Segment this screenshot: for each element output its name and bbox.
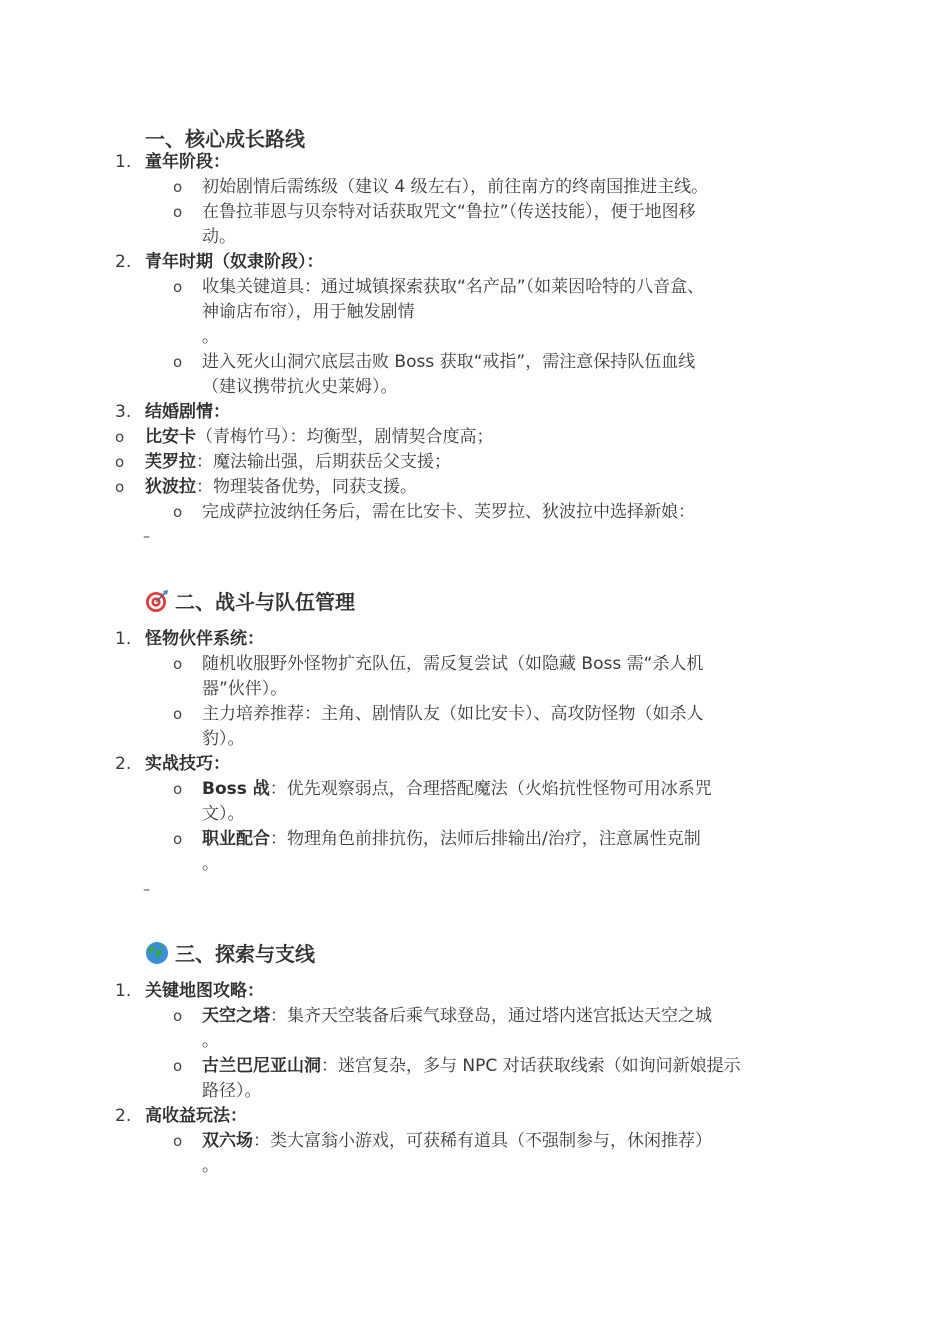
bullet-marker: o — [173, 780, 183, 798]
tip-text-cont: 文）。 — [202, 804, 245, 824]
bride-desc: ：魔法输出强，后期获岳父支援； — [196, 452, 451, 472]
list-number: 2. — [115, 754, 132, 774]
bride-name: 狄波拉 — [145, 477, 196, 497]
tip-text-cont: 路径）。 — [202, 1081, 262, 1101]
tip-name: 双六场 — [202, 1131, 253, 1151]
tip-text — [202, 1054, 741, 1079]
list-item-label: 关键地图攻略： — [145, 981, 264, 1001]
section-2-heading — [145, 588, 355, 616]
bullet-text: 主力培养推荐：主角、剧情队友（如比安卡）、高攻防怪物（如杀人 — [202, 704, 704, 724]
section-3-title: 三、探索与支线 — [175, 942, 315, 966]
list-item-label: 青年时期（奴隶阶段）： — [145, 252, 324, 272]
list-number: 2. — [115, 252, 132, 272]
tip-name: 职业配合 — [202, 829, 270, 849]
bullet-text-cont: 。 — [202, 327, 219, 347]
bullet-text-cont: 动。 — [202, 227, 236, 247]
separator-dash: – — [143, 882, 150, 898]
bride-desc: （青梅竹马）：均衡型，剧情契合度高； — [196, 427, 494, 447]
bullet-text-cont: 豹）。 — [202, 729, 245, 749]
tip-text-cont: 。 — [202, 1156, 219, 1176]
bullet-text-cont: （建议携带抗火史莱姆）。 — [202, 377, 398, 397]
list-item-label: 童年阶段： — [145, 152, 230, 172]
bullet-marker: o — [115, 428, 125, 446]
bullet-text: 初始剧情后需练级（建议 4 级左右），前往南方的终南国推进主线。 — [202, 177, 709, 197]
bride-desc: ：物理装备优势，同获支援。 — [196, 477, 417, 497]
list-item-label: 怪物伙伴系统： — [145, 629, 264, 649]
tip-desc: ：集齐天空装备后乘气球登岛，通过塔内迷宫抵达天空之城 — [270, 1006, 712, 1026]
bride-name: 比安卡 — [145, 427, 196, 447]
list-number: 1. — [115, 629, 132, 649]
section-1-title: 一、核心成长路线 — [145, 127, 305, 151]
tip-desc: ：类大富翁小游戏，可获稀有道具（不强制参与，休闲推荐） — [253, 1131, 712, 1151]
tip-text — [202, 1004, 712, 1029]
bullet-text: 进入死火山洞穴底层击败 Boss 获取“戒指”，需注意保持队伍血线 — [202, 352, 696, 372]
bullet-marker: o — [115, 478, 125, 496]
bullet-marker: o — [173, 1132, 183, 1150]
tip-name: 古兰巴尼亚山洞 — [202, 1056, 321, 1076]
tip-text — [202, 777, 712, 802]
separator-dash: – — [143, 529, 150, 545]
tip-desc: ：迷宫复杂，多与 NPC 对话获取线索（如询问新娘提示 — [321, 1056, 741, 1076]
bride-name: 芙罗拉 — [145, 452, 196, 472]
tip-text — [202, 1129, 712, 1154]
tip-name: Boss 战 — [202, 779, 270, 799]
target-icon — [145, 589, 169, 613]
tip-desc: ：优先观察弱点，合理搭配魔法（火焰抗性怪物可用冰系咒 — [269, 779, 712, 799]
bullet-text: 收集关键道具：通过城镇探索获取“名产品”（如莱因哈特的八音盒、 — [202, 277, 705, 297]
tip-desc: ：物理角色前排抗伤，法师后排输出/治疗，注意属性克制 — [270, 829, 701, 849]
bride-option — [145, 450, 451, 475]
list-number: 1. — [115, 152, 132, 172]
tip-text — [202, 827, 701, 852]
bullet-text-cont: 器”伙伴）。 — [202, 679, 288, 699]
bullet-marker: o — [173, 203, 183, 221]
bride-option — [145, 475, 417, 500]
bullet-text-cont: 神谕店布帘），用于触发剧情 — [202, 302, 415, 322]
bullet-marker: o — [115, 453, 125, 471]
bullet-marker: o — [173, 178, 183, 196]
section-2-title: 二、战斗与队伍管理 — [175, 590, 355, 614]
bullet-marker: o — [173, 705, 183, 723]
bullet-marker: o — [173, 278, 183, 296]
list-item-label: 高收益玩法： — [145, 1106, 247, 1126]
bullet-text: 完成萨拉波纳任务后，需在比安卡、芙罗拉、狄波拉中选择新娘： — [202, 502, 695, 522]
bullet-text: 随机收服野外怪物扩充队伍，需反复尝试（如隐藏 Boss 需“杀人机 — [202, 654, 704, 674]
tip-name: 天空之塔 — [202, 1006, 270, 1026]
section-3-heading — [145, 940, 315, 968]
list-number: 1. — [115, 981, 132, 1001]
bullet-marker: o — [173, 1057, 183, 1075]
bullet-marker: o — [173, 503, 183, 521]
bullet-marker: o — [173, 1007, 183, 1025]
bullet-marker: o — [173, 655, 183, 673]
list-item-label: 结婚剧情： — [145, 402, 230, 422]
bullet-marker: o — [173, 353, 183, 371]
list-number: 2. — [115, 1106, 132, 1126]
tip-text-cont: 。 — [202, 1031, 219, 1051]
globe-icon — [145, 941, 169, 965]
bullet-text: 在鲁拉菲恩与贝奈特对话获取咒文“鲁拉”（传送技能），便于地图移 — [202, 202, 696, 222]
bullet-marker: o — [173, 830, 183, 848]
list-item-label: 实战技巧： — [145, 754, 230, 774]
tip-text-cont: 。 — [202, 854, 219, 874]
list-number: 3. — [115, 402, 132, 422]
bride-option — [145, 425, 494, 450]
